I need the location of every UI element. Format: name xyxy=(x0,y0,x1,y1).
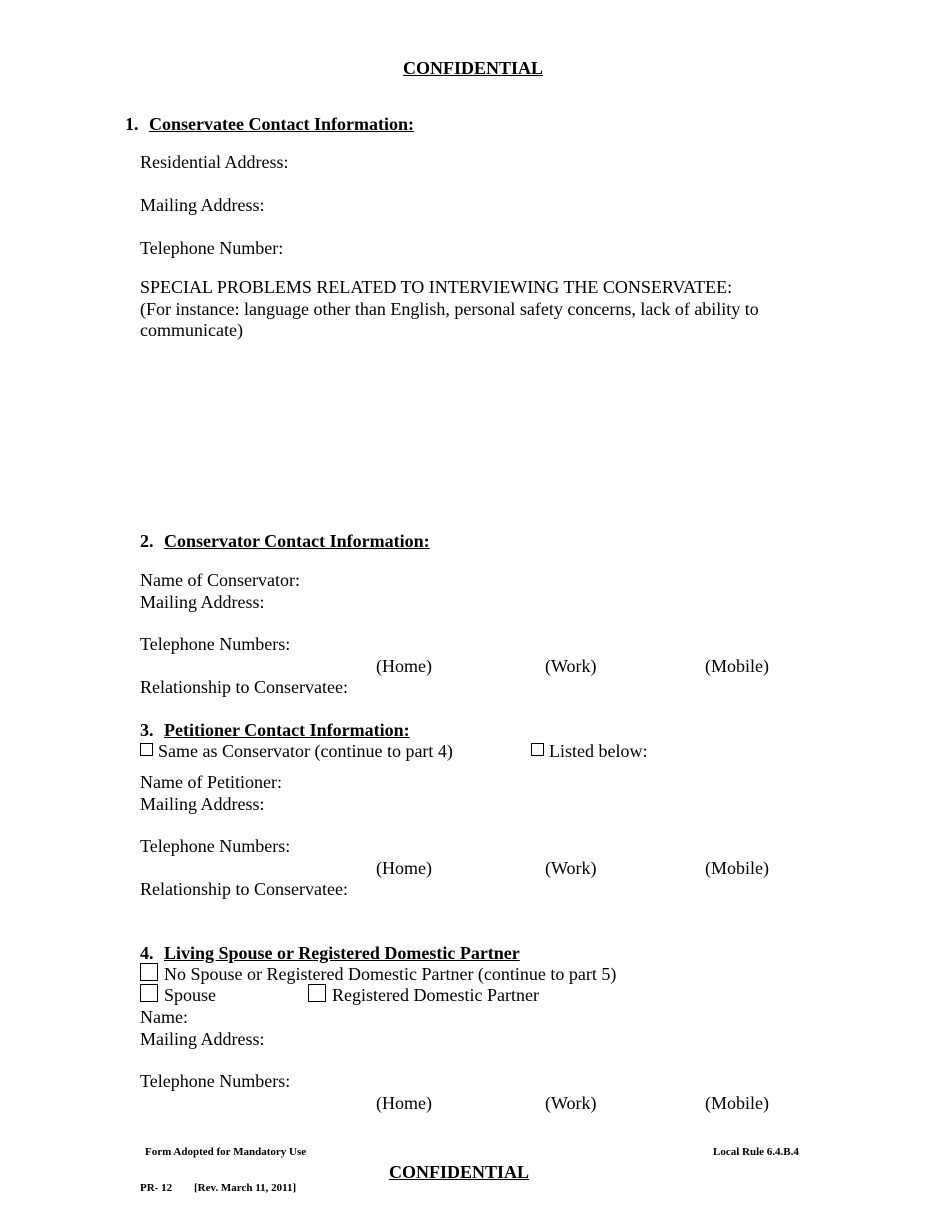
petitioner-relationship-label: Relationship to Conservatee: xyxy=(140,879,348,899)
same-as-conservator-option[interactable] xyxy=(140,742,453,760)
conservator-name-label: Name of Conservator: xyxy=(140,570,300,590)
rdp-label: Registered Domestic Partner xyxy=(332,985,539,1005)
conservator-mailing-label: Mailing Address: xyxy=(140,592,265,612)
spouse-option[interactable] xyxy=(140,986,216,1004)
listed-below-checkbox[interactable] xyxy=(531,743,544,756)
conservator-relationship-label: Relationship to Conservatee: xyxy=(140,677,348,697)
spouse-mailing-label: Mailing Address: xyxy=(140,1029,265,1049)
telephone-number-label: Telephone Number: xyxy=(140,238,284,258)
spouse-label: Spouse xyxy=(164,985,217,1005)
section-3-number: 3. xyxy=(140,720,154,740)
rdp-option[interactable] xyxy=(308,986,539,1004)
footer-form-number: PR- 12 xyxy=(140,1182,173,1194)
spouse-checkbox[interactable] xyxy=(140,984,158,1002)
same-as-conservator-label: Same as Conservator (continue to part 4) xyxy=(158,741,453,761)
conservator-mobile-label: (Mobile) xyxy=(705,656,769,676)
section-2-number: 2. xyxy=(140,531,154,551)
petitioner-mailing-label: Mailing Address: xyxy=(140,794,265,814)
footer-confidential: CONFIDENTIAL xyxy=(389,1162,530,1182)
listed-below-label: Listed below: xyxy=(549,741,648,761)
footer-adopted: Form Adopted for Mandatory Use xyxy=(145,1146,307,1158)
section-2-title: Conservator Contact Information: xyxy=(164,531,430,551)
section-3-title: Petitioner Contact Information: xyxy=(164,720,410,740)
footer-local-rule: Local Rule 6.4.B.4 xyxy=(713,1146,799,1158)
mailing-address-label: Mailing Address: xyxy=(140,195,265,215)
petitioner-name-label: Name of Petitioner: xyxy=(140,772,282,792)
conservator-phones-label: Telephone Numbers: xyxy=(140,634,291,654)
section-4-number: 4. xyxy=(140,943,154,963)
page-title: CONFIDENTIAL xyxy=(403,58,544,78)
petitioner-mobile-label: (Mobile) xyxy=(705,858,769,878)
spouse-name-label: Name: xyxy=(140,1007,188,1027)
conservator-home-label: (Home) xyxy=(376,656,432,676)
special-problems-note-cont: communicate) xyxy=(140,320,243,340)
conservator-work-label: (Work) xyxy=(545,656,597,676)
petitioner-home-label: (Home) xyxy=(376,858,432,878)
petitioner-phones-label: Telephone Numbers: xyxy=(140,836,291,856)
spouse-phones-label: Telephone Numbers: xyxy=(140,1071,291,1091)
spouse-work-label: (Work) xyxy=(545,1093,597,1113)
petitioner-work-label: (Work) xyxy=(545,858,597,878)
rdp-checkbox[interactable] xyxy=(308,984,326,1002)
special-problems-note: (For instance: language other than English, personal safety concerns, lack of ability to xyxy=(140,299,759,319)
no-spouse-checkbox[interactable] xyxy=(140,963,158,981)
no-spouse-label: No Spouse or Registered Domestic Partner (continue to part 5) xyxy=(164,964,617,984)
spouse-mobile-label: (Mobile) xyxy=(705,1093,769,1113)
spouse-home-label: (Home) xyxy=(376,1093,432,1113)
section-1-title: Conservatee Contact Information: xyxy=(149,114,414,134)
section-4-title: Living Spouse or Registered Domestic Partner xyxy=(164,943,520,963)
residential-address-label: Residential Address: xyxy=(140,152,289,172)
footer-revision: [Rev. March 11, 2011] xyxy=(194,1182,297,1194)
listed-below-option[interactable] xyxy=(531,742,647,760)
special-problems-heading: SPECIAL PROBLEMS RELATED TO INTERVIEWING THE CONSERVATEE: xyxy=(140,277,733,297)
section-1-number: 1. xyxy=(125,114,139,134)
no-spouse-option[interactable] xyxy=(140,965,616,983)
same-as-conservator-checkbox[interactable] xyxy=(140,743,153,756)
